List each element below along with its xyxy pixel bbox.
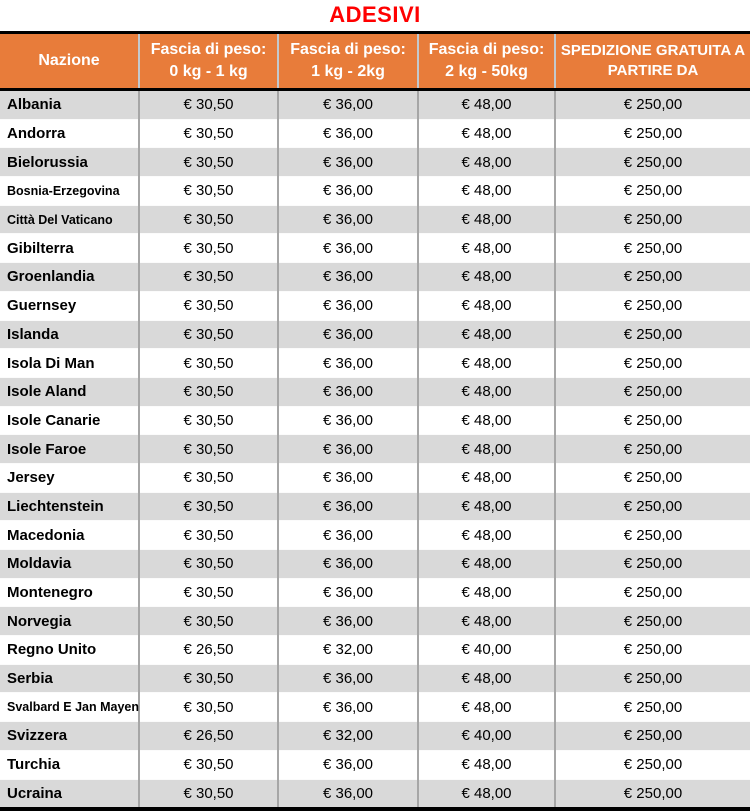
nation-cell: Islanda <box>0 320 139 349</box>
free-shipping-threshold-cell: € 250,00 <box>555 205 750 234</box>
price-2-50kg-cell: € 48,00 <box>418 550 555 579</box>
free-shipping-threshold-cell: € 250,00 <box>555 492 750 521</box>
table-row <box>0 607 750 636</box>
free-shipping-threshold-cell: € 250,00 <box>555 722 750 751</box>
nation-cell: Groenlandia <box>0 263 139 292</box>
price-2-50kg-cell: € 48,00 <box>418 664 555 693</box>
table-header <box>0 33 750 90</box>
price-1-2kg-cell: € 36,00 <box>278 177 418 206</box>
nation-cell: Svalbard E Jan Mayen <box>0 693 139 722</box>
price-1-2kg-cell: € 36,00 <box>278 578 418 607</box>
price-2-50kg-cell: € 48,00 <box>418 750 555 779</box>
price-0-1kg-cell: € 30,50 <box>139 463 278 492</box>
nation-cell: Bielorussia <box>0 148 139 177</box>
table-row <box>0 521 750 550</box>
price-1-2kg-cell: € 36,00 <box>278 263 418 292</box>
column-header-label-line2: PARTIRE DA <box>607 62 699 79</box>
price-2-50kg-cell: € 48,00 <box>418 406 555 435</box>
table-row <box>0 205 750 234</box>
nation-cell: Turchia <box>0 750 139 779</box>
column-header-nazione <box>0 33 139 90</box>
nation-cell: Albania <box>0 90 139 120</box>
price-2-50kg-cell: € 48,00 <box>418 177 555 206</box>
table-row <box>0 234 750 263</box>
price-1-2kg-cell: € 36,00 <box>278 377 418 406</box>
price-1-2kg-cell: € 36,00 <box>278 406 418 435</box>
nation-cell: Ucraina <box>0 779 139 809</box>
price-1-2kg-cell: € 36,00 <box>278 435 418 464</box>
table-row <box>0 177 750 206</box>
nation-cell: Macedonia <box>0 521 139 550</box>
free-shipping-threshold-cell: € 250,00 <box>555 578 750 607</box>
free-shipping-threshold-cell: € 250,00 <box>555 406 750 435</box>
nation-cell: Guernsey <box>0 291 139 320</box>
price-2-50kg-cell: € 48,00 <box>418 463 555 492</box>
price-2-50kg-cell: € 48,00 <box>418 521 555 550</box>
price-1-2kg-cell: € 36,00 <box>278 349 418 378</box>
table-row <box>0 492 750 521</box>
free-shipping-threshold-cell: € 250,00 <box>555 550 750 579</box>
nation-cell: Jersey <box>0 463 139 492</box>
price-1-2kg-cell: € 36,00 <box>278 492 418 521</box>
table-row <box>0 291 750 320</box>
free-shipping-threshold-cell: € 250,00 <box>555 377 750 406</box>
price-2-50kg-cell: € 40,00 <box>418 636 555 665</box>
price-2-50kg-cell: € 48,00 <box>418 234 555 263</box>
table-row <box>0 406 750 435</box>
column-header-label-line2: 2 kg - 50kg <box>445 63 528 80</box>
price-0-1kg-cell: € 30,50 <box>139 205 278 234</box>
nation-cell: Svizzera <box>0 722 139 751</box>
price-2-50kg-cell: € 48,00 <box>418 119 555 148</box>
column-header-label-line2: 0 kg - 1 kg <box>169 63 248 80</box>
table-row <box>0 119 750 148</box>
price-0-1kg-cell: € 30,50 <box>139 578 278 607</box>
nation-cell: Serbia <box>0 664 139 693</box>
price-0-1kg-cell: € 30,50 <box>139 607 278 636</box>
nation-cell: Isola Di Man <box>0 349 139 378</box>
table-row <box>0 550 750 579</box>
shipping-price-table <box>0 31 750 811</box>
price-0-1kg-cell: € 30,50 <box>139 521 278 550</box>
price-2-50kg-cell: € 48,00 <box>418 607 555 636</box>
free-shipping-threshold-cell: € 250,00 <box>555 90 750 120</box>
free-shipping-threshold-cell: € 250,00 <box>555 664 750 693</box>
price-0-1kg-cell: € 30,50 <box>139 664 278 693</box>
table-row <box>0 148 750 177</box>
table-row <box>0 693 750 722</box>
price-2-50kg-cell: € 48,00 <box>418 377 555 406</box>
table-row <box>0 377 750 406</box>
nation-cell: Isole Aland <box>0 377 139 406</box>
price-1-2kg-cell: € 36,00 <box>278 779 418 809</box>
table-row <box>0 578 750 607</box>
table-row <box>0 664 750 693</box>
price-1-2kg-cell: € 36,00 <box>278 664 418 693</box>
price-0-1kg-cell: € 30,50 <box>139 779 278 809</box>
price-1-2kg-cell: € 36,00 <box>278 234 418 263</box>
price-0-1kg-cell: € 30,50 <box>139 320 278 349</box>
free-shipping-threshold-cell: € 250,00 <box>555 177 750 206</box>
price-1-2kg-cell: € 36,00 <box>278 119 418 148</box>
price-0-1kg-cell: € 30,50 <box>139 550 278 579</box>
price-2-50kg-cell: € 48,00 <box>418 435 555 464</box>
table-row <box>0 779 750 809</box>
column-header-label-line2: 1 kg - 2kg <box>311 63 385 80</box>
price-1-2kg-cell: € 36,00 <box>278 90 418 120</box>
price-1-2kg-cell: € 32,00 <box>278 636 418 665</box>
column-header-label-line1: SPEDIZIONE GRATUITA A <box>560 41 746 59</box>
price-2-50kg-cell: € 48,00 <box>418 291 555 320</box>
free-shipping-threshold-cell: € 250,00 <box>555 750 750 779</box>
free-shipping-threshold-cell: € 250,00 <box>555 263 750 292</box>
price-1-2kg-cell: € 36,00 <box>278 607 418 636</box>
nation-cell: Montenegro <box>0 578 139 607</box>
column-header-label-line1: Fascia di peso: <box>428 41 545 59</box>
free-shipping-threshold-cell: € 250,00 <box>555 234 750 263</box>
nation-cell: Andorra <box>0 119 139 148</box>
price-0-1kg-cell: € 30,50 <box>139 693 278 722</box>
free-shipping-threshold-cell: € 250,00 <box>555 607 750 636</box>
page-title: ADESIVI <box>329 2 421 27</box>
price-0-1kg-cell: € 30,50 <box>139 119 278 148</box>
table-row <box>0 90 750 120</box>
free-shipping-threshold-cell: € 250,00 <box>555 320 750 349</box>
column-header-label-line1: Fascia di peso: <box>150 41 267 59</box>
table-row <box>0 320 750 349</box>
column-header-label-line1: Fascia di peso: <box>290 41 406 59</box>
price-1-2kg-cell: € 36,00 <box>278 463 418 492</box>
free-shipping-threshold-cell: € 250,00 <box>555 148 750 177</box>
price-1-2kg-cell: € 36,00 <box>278 750 418 779</box>
price-2-50kg-cell: € 48,00 <box>418 263 555 292</box>
price-2-50kg-cell: € 48,00 <box>418 148 555 177</box>
price-0-1kg-cell: € 30,50 <box>139 234 278 263</box>
price-0-1kg-cell: € 30,50 <box>139 263 278 292</box>
nation-cell: Gibilterra <box>0 234 139 263</box>
table-body <box>0 90 750 810</box>
price-0-1kg-cell: € 30,50 <box>139 492 278 521</box>
nation-cell: Liechtenstein <box>0 492 139 521</box>
table-row <box>0 722 750 751</box>
column-header-peso-2-50kg <box>418 33 555 90</box>
table-row <box>0 263 750 292</box>
nation-cell: Isole Faroe <box>0 435 139 464</box>
price-0-1kg-cell: € 30,50 <box>139 349 278 378</box>
table-row <box>0 636 750 665</box>
price-1-2kg-cell: € 32,00 <box>278 722 418 751</box>
price-0-1kg-cell: € 30,50 <box>139 377 278 406</box>
free-shipping-threshold-cell: € 250,00 <box>555 463 750 492</box>
price-0-1kg-cell: € 26,50 <box>139 722 278 751</box>
price-0-1kg-cell: € 26,50 <box>139 636 278 665</box>
price-2-50kg-cell: € 48,00 <box>418 492 555 521</box>
column-header-peso-0-1kg <box>139 33 278 90</box>
free-shipping-threshold-cell: € 250,00 <box>555 521 750 550</box>
table-row <box>0 435 750 464</box>
price-0-1kg-cell: € 30,50 <box>139 177 278 206</box>
price-0-1kg-cell: € 30,50 <box>139 148 278 177</box>
price-1-2kg-cell: € 36,00 <box>278 550 418 579</box>
header-row <box>0 33 750 90</box>
free-shipping-threshold-cell: € 250,00 <box>555 435 750 464</box>
table-row <box>0 463 750 492</box>
price-1-2kg-cell: € 36,00 <box>278 693 418 722</box>
free-shipping-threshold-cell: € 250,00 <box>555 779 750 809</box>
price-2-50kg-cell: € 48,00 <box>418 205 555 234</box>
table-row <box>0 349 750 378</box>
column-header-label: Nazione <box>38 52 100 70</box>
price-0-1kg-cell: € 30,50 <box>139 90 278 120</box>
table-row <box>0 750 750 779</box>
price-2-50kg-cell: € 48,00 <box>418 779 555 809</box>
nation-cell: Norvegia <box>0 607 139 636</box>
nation-cell: Regno Unito <box>0 636 139 665</box>
price-1-2kg-cell: € 36,00 <box>278 320 418 349</box>
price-1-2kg-cell: € 36,00 <box>278 291 418 320</box>
price-2-50kg-cell: € 48,00 <box>418 578 555 607</box>
nation-cell: Isole Canarie <box>0 406 139 435</box>
free-shipping-threshold-cell: € 250,00 <box>555 636 750 665</box>
price-2-50kg-cell: € 48,00 <box>418 90 555 120</box>
price-0-1kg-cell: € 30,50 <box>139 406 278 435</box>
price-2-50kg-cell: € 40,00 <box>418 722 555 751</box>
nation-cell: Moldavia <box>0 550 139 579</box>
price-1-2kg-cell: € 36,00 <box>278 148 418 177</box>
price-0-1kg-cell: € 30,50 <box>139 750 278 779</box>
price-1-2kg-cell: € 36,00 <box>278 521 418 550</box>
price-2-50kg-cell: € 48,00 <box>418 693 555 722</box>
nation-cell: Città Del Vaticano <box>0 205 139 234</box>
nation-cell: Bosnia-Erzegovina <box>0 177 139 206</box>
price-2-50kg-cell: € 48,00 <box>418 349 555 378</box>
free-shipping-threshold-cell: € 250,00 <box>555 119 750 148</box>
free-shipping-threshold-cell: € 250,00 <box>555 291 750 320</box>
free-shipping-threshold-cell: € 250,00 <box>555 693 750 722</box>
column-header-spedizione-gratuita <box>555 33 750 90</box>
column-header-peso-1-2kg <box>278 33 418 90</box>
free-shipping-threshold-cell: € 250,00 <box>555 349 750 378</box>
price-1-2kg-cell: € 36,00 <box>278 205 418 234</box>
price-2-50kg-cell: € 48,00 <box>418 320 555 349</box>
price-0-1kg-cell: € 30,50 <box>139 291 278 320</box>
price-0-1kg-cell: € 30,50 <box>139 435 278 464</box>
